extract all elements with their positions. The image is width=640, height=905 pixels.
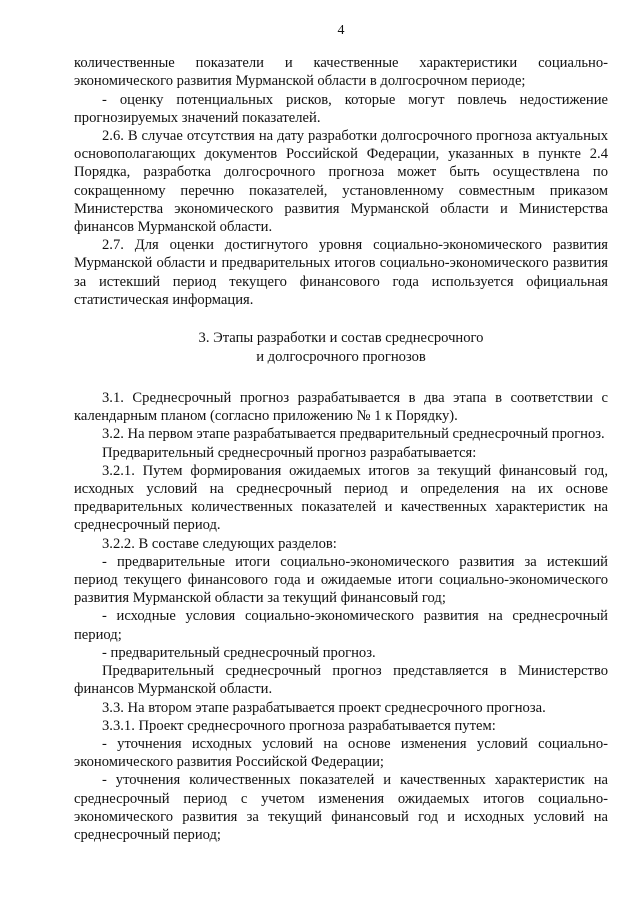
paragraph-2-7: 2.7. Для оценки достигнутого уровня социально-экономического развития Мурманской области и предварительных итогов социально-экономического развития за истекший период текущего финансового года используется официальная статистическая информация.	[74, 237, 608, 308]
paragraph-preliminary-intro: Предварительный среднесрочный прогноз разрабатывается:	[102, 444, 477, 461]
list-item-preliminary-forecast: - предварительный среднесрочный прогноз.	[102, 644, 376, 661]
list-item-preliminary-results: - предварительные итоги социально-экономического развития за истекший период текущего финансового года и ожидаемые итоги социально-экономического развития Мурманской области за текущий финансовый год;	[74, 553, 608, 607]
paragraph-continuation: количественные показатели и качественные характеристики социально-экономического развития Мурманской области в долгосрочном периоде;	[74, 55, 608, 90]
paragraph-3-3-1: 3.3.1. Проект среднесрочного прогноза разрабатывается путем:	[102, 717, 496, 734]
page-number: 4	[337, 23, 345, 38]
section-heading-line-1: 3. Этапы разработки и состав среднесрочного	[198, 330, 484, 347]
list-item-initial-conditions: - исходные условия социально-экономического развития на среднесрочный период;	[74, 608, 608, 643]
paragraph-3-1: 3.1. Среднесрочный прогноз разрабатывается в два этапа в соответствии с календарным планом (согласно приложению № 1 к Порядку).	[74, 390, 608, 425]
paragraph-3-2-1: 3.2.1. Путем формирования ожидаемых итогов за текущий финансовый год, исходных условий на среднесрочный период и определения на их основе предварительных количественных показателей и качественных характеристик на среднесрочный период.	[74, 462, 608, 534]
paragraph-2-6: 2.6. В случае отсутствия на дату разработки долгосрочного прогноза актуальных основополагающих документов Российской Федерации, указанных в пункте 2.4 Порядка, разработка долгосрочного прогноза может быть осуществлена по сокращенному перечню показателей, установленному совместным приказом Министерства экономического развития Мурманской области и Министерства финансов Мурманской области.	[74, 128, 608, 236]
list-item-refine-conditions: - уточнения исходных условий на основе изменения условий социально-экономического развития Российской Федерации;	[74, 735, 608, 771]
section-heading-line-2: и долгосрочного прогнозов	[256, 348, 426, 365]
document-page	[74, 22, 608, 844]
list-item-refine-indicators: - уточнения количественных показателей и качественных характеристик на среднесрочный период с учетом изменения ожидаемых итогов социально-экономического развития за текущий финансовый год и исходных условий на среднесрочный период;	[74, 772, 608, 843]
paragraph-risk-assessment: - оценку потенциальных рисков, которые могут повлечь недостижение прогнозируемых значений показателей.	[74, 91, 608, 126]
paragraph-3-2: 3.2. На первом этапе разрабатывается предварительный среднесрочный прогноз.	[102, 426, 605, 443]
section-heading	[74, 329, 608, 366]
paragraph-submission: Предварительный среднесрочный прогноз представляется в Министерство финансов Мурманской области.	[74, 663, 608, 698]
paragraph-3-3: 3.3. На втором этапе разрабатывается проект среднесрочного прогноза.	[102, 699, 546, 716]
paragraph-3-2-2: 3.2.2. В составе следующих разделов:	[102, 535, 337, 552]
